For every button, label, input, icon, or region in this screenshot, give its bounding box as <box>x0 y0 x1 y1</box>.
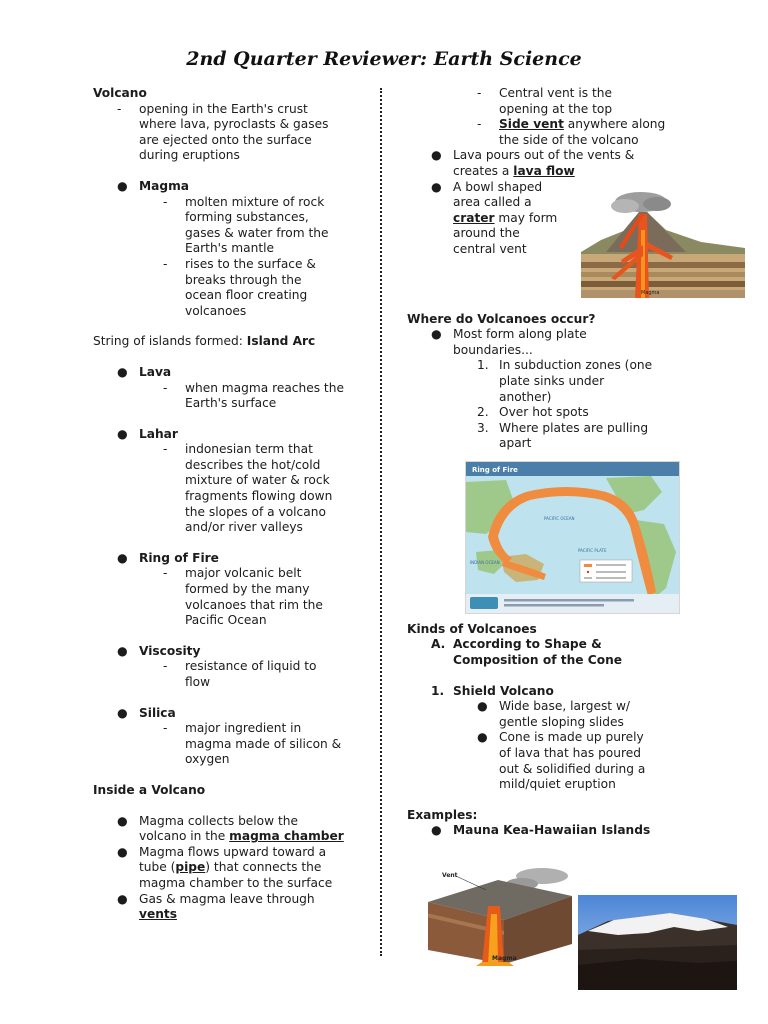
where-list-2: 2. Over hot spots <box>477 405 589 420</box>
volcano-definition: - opening in the Earth's crust where lava, pyroclasts & gases are ejected onto the surface during eruptions <box>117 101 329 163</box>
block-magma-label: Magma <box>492 955 517 962</box>
viscosity-definition: - resistance of liquid to flow <box>163 659 317 689</box>
ring-of-fire-definition: - major volcanic belt formed by the many volcanoes that rim the Pacific Ocean <box>163 566 323 628</box>
volcano-magma-label: Magma <box>641 290 660 296</box>
inside-volcano-heading: Inside a Volcano <box>93 782 206 797</box>
svg-text:PACIFIC PLATE: PACIFIC PLATE <box>578 548 607 553</box>
silica-term: ● Silica <box>117 705 176 720</box>
lahar-definition: - indonesian term that describes the hot/cold mixture of water & rock fragments flowing down the slopes of a volcano and/or river valleys <box>163 442 333 535</box>
magma-definition-2: - rises to the surface & breaks through the ocean floor creating volcanoes <box>163 256 316 318</box>
mauna-kea-photo <box>578 895 737 990</box>
where-list-3: 3. Where plates are pulling apart <box>477 420 649 451</box>
left-column <box>93 86 368 923</box>
ring-of-fire-term: ● Ring of Fire <box>117 550 219 565</box>
svg-text:PACIFIC OCEAN: PACIFIC OCEAN <box>544 516 575 521</box>
examples-heading: Examples: <box>407 807 478 822</box>
bullet-icon: ● <box>117 178 128 193</box>
lava-definition: - when magma reaches the Earth's surface <box>163 380 344 411</box>
block-vent-label: Vent <box>442 872 458 879</box>
column-divider <box>380 88 382 956</box>
volcano-heading: Volcano <box>93 86 147 100</box>
inside-item-2: ● Magma flows upward toward a tube (pipe) that connects the magma chamber to the surface <box>117 844 333 890</box>
shield-volcano-block-diagram <box>422 866 578 966</box>
volcano-cross-section-image <box>581 190 745 298</box>
magma-term: ● Magma <box>117 178 189 193</box>
lahar-term: ● Lahar <box>117 426 178 441</box>
kinds-heading: Kinds of Volcanoes <box>407 621 537 636</box>
dash-marker: - <box>117 101 122 116</box>
silica-definition: - major ingredient in magma made of silicon & oxygen <box>163 721 342 767</box>
lava-pours-item: ● Lava pours out of the vents & creates a lava flow <box>431 148 635 178</box>
viscosity-term: ● Viscosity <box>117 643 201 658</box>
example-item: ● Mauna Kea-Hawaiian Islands <box>431 823 651 838</box>
inside-item-1: ● Magma collects below the volcano in the magma chamber <box>117 813 344 844</box>
where-list-1: 1. In subduction zones (one plate sinks under another) <box>477 358 653 404</box>
kinds-a: A. According to Shape & Composition of the Cone <box>431 637 623 668</box>
shield-volcano-heading: 1. Shield Volcano <box>431 683 554 698</box>
shield-item-1: ● Wide base, largest w/ gentle sloping slides <box>477 699 631 729</box>
inside-item-3: ● Gas & magma leave through vents <box>117 891 315 922</box>
ring-map-title: Ring of Fire <box>472 466 518 474</box>
page-title: 2nd Quarter Reviewer: Earth Science <box>186 48 582 70</box>
where-heading: Where do Volcanoes occur? <box>407 311 596 326</box>
magma-definition-1: - molten mixture of rock forming substances, gases & water from the Earth's mantle <box>163 194 329 256</box>
central-vent-item: - Central vent is the opening at the top <box>477 86 613 116</box>
crater-item: ● A bowl shaped area called a crater may form around the central vent <box>431 179 558 256</box>
island-arc-line: String of islands formed: Island Arc <box>93 334 316 349</box>
svg-text:INDIAN OCEAN: INDIAN OCEAN <box>470 560 500 565</box>
lava-term: ● Lava <box>117 364 172 379</box>
where-item: ● Most form along plate boundaries... <box>431 327 587 357</box>
side-vent-item: - Side vent anywhere along the side of the volcano <box>477 117 666 147</box>
ring-of-fire-map <box>465 461 680 614</box>
shield-item-2: ● Cone is made up purely of lava that has poured out & solidified during a mild/quiet eruption <box>477 730 646 792</box>
